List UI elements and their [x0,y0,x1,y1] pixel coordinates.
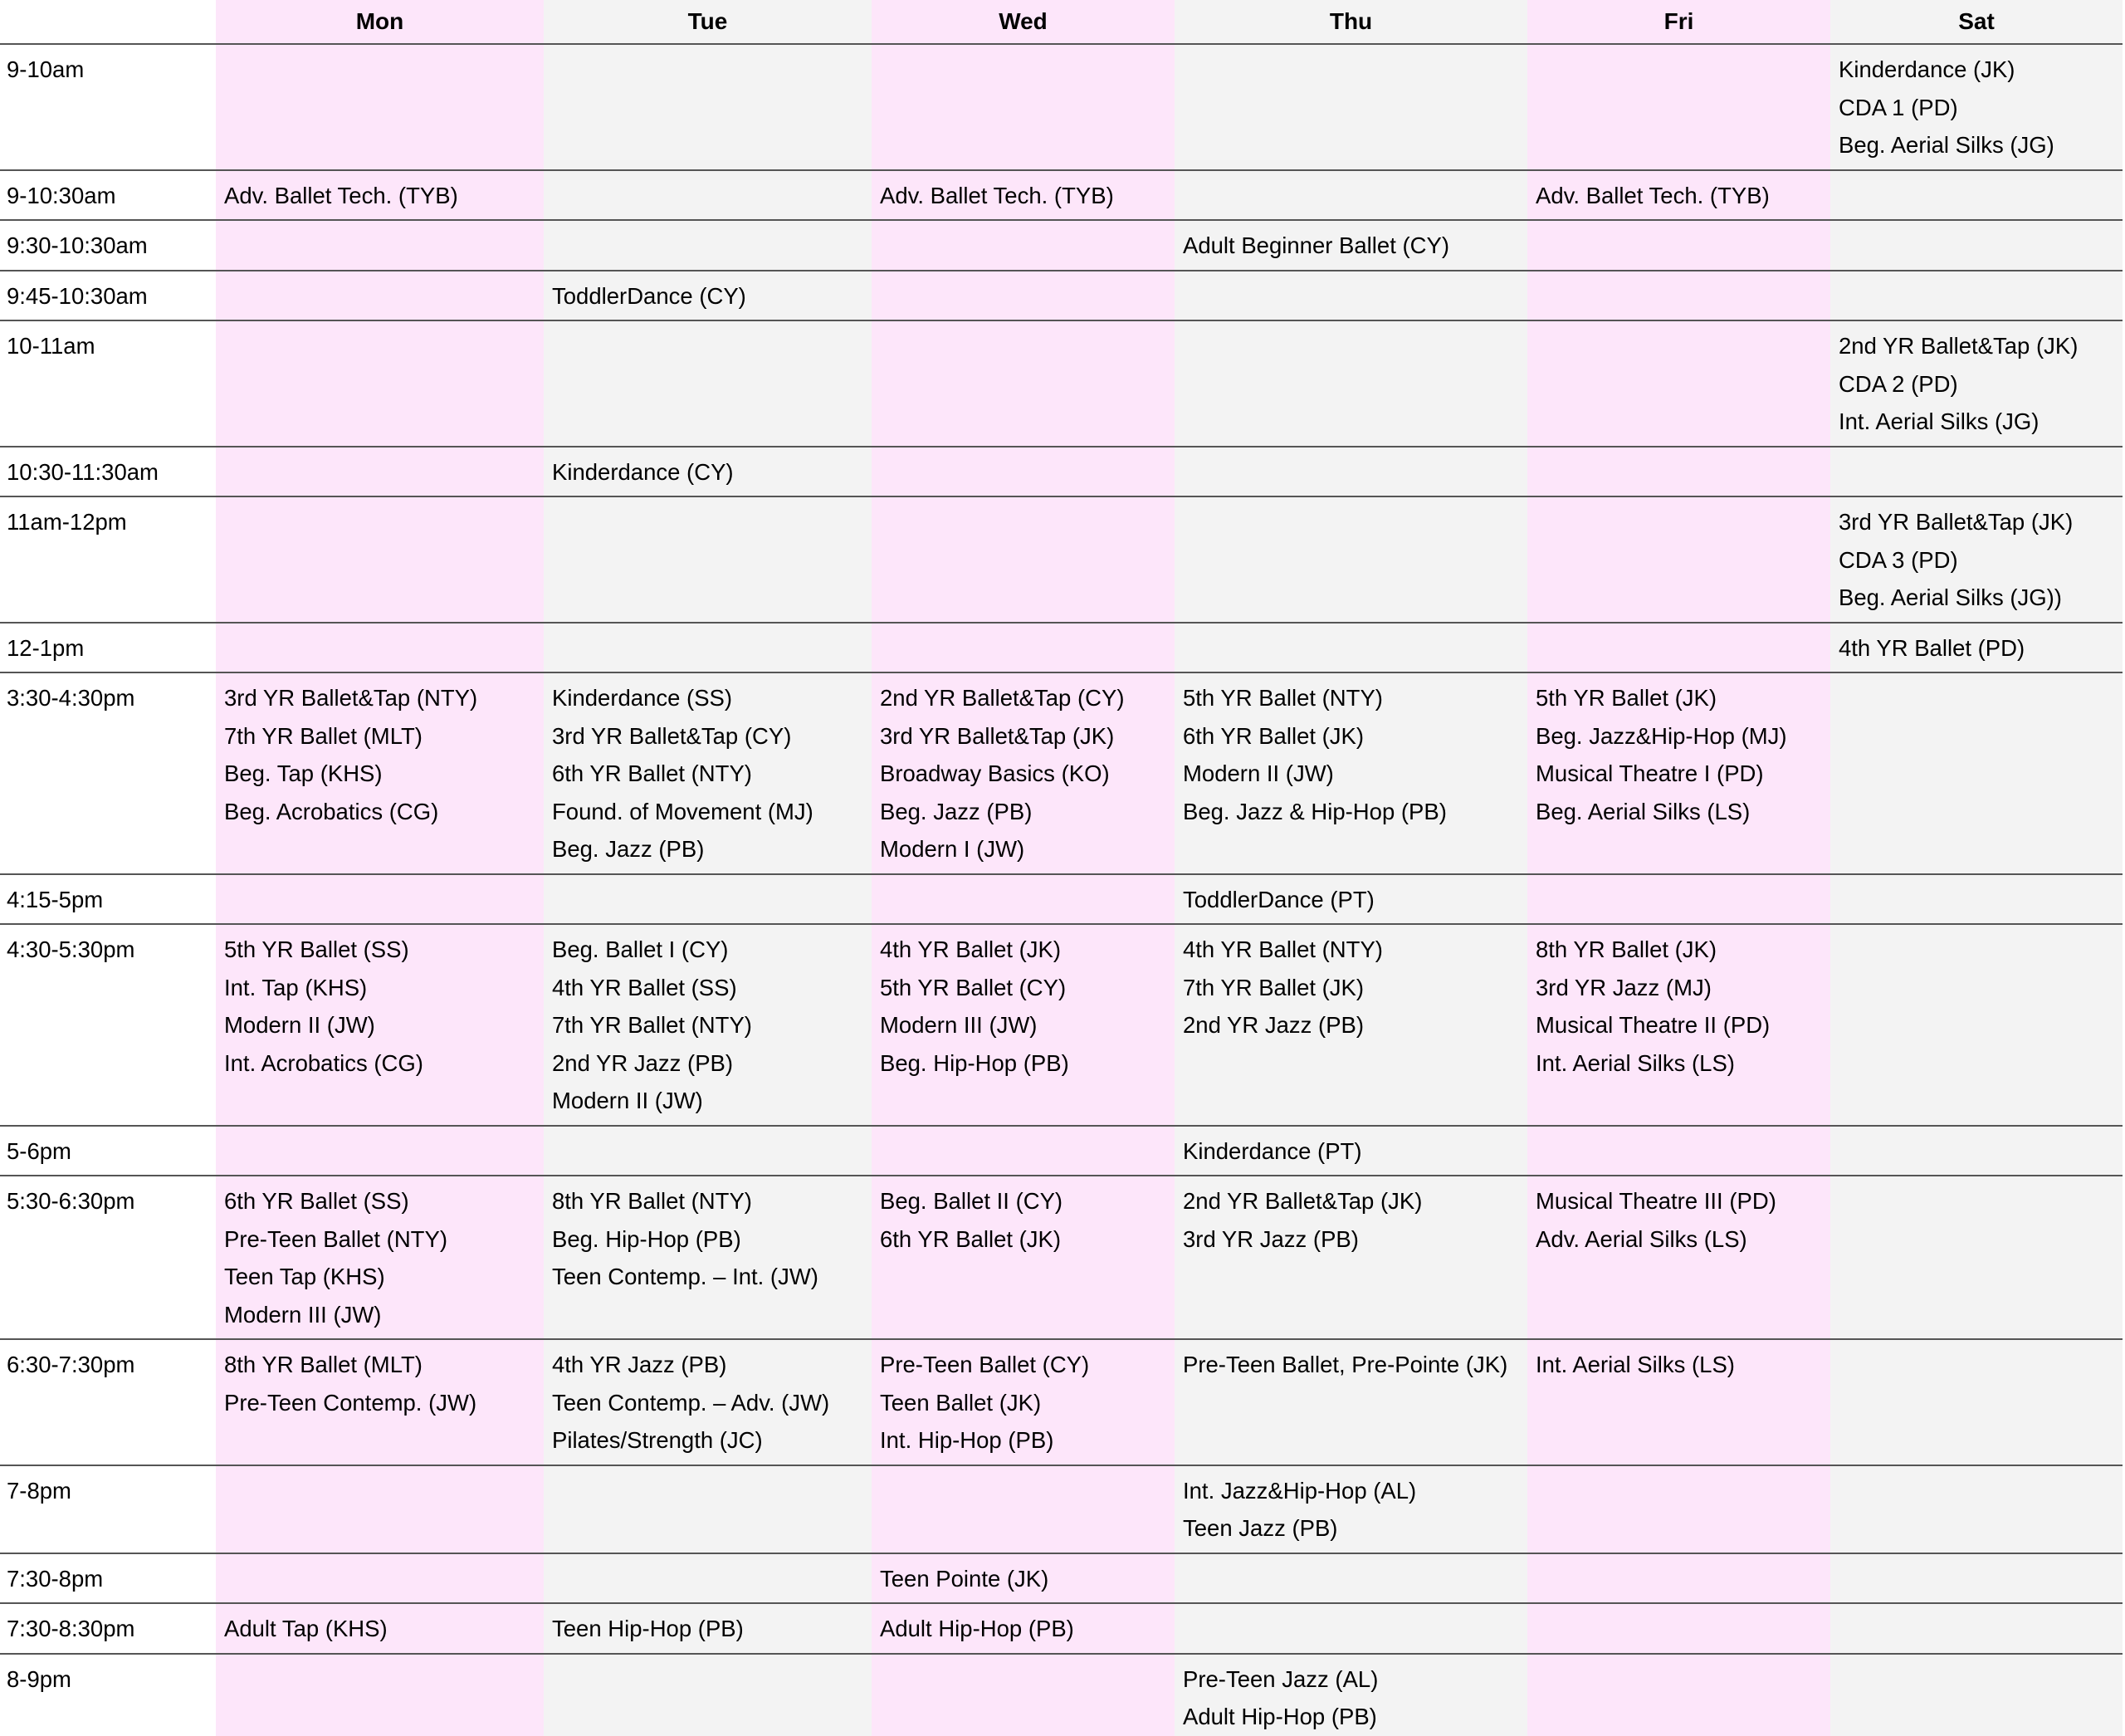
schedule-cell-wed [872,1603,1175,1654]
class-entry: Int. Hip-Hop (PB) [880,1427,1054,1453]
schedule-cell-wed [872,496,1175,623]
class-entry: Broadway Basics (KO) [880,760,1110,786]
schedule-cell-thu [1175,1126,1527,1176]
class-entry: Pre-Teen Ballet (NTY) [224,1225,447,1252]
time-slot-label: 11am-12pm [0,496,216,623]
schedule-cell-fri [1527,1603,1830,1654]
schedule-row [0,320,2123,447]
schedule-cell-sat [1830,170,2123,221]
class-entry: Int. Aerial Silks (LS) [1536,1049,1735,1076]
time-slot-label: 4:15-5pm [0,874,216,925]
schedule-cell-wed [872,924,1175,1126]
schedule-cell-sat [1830,1176,2123,1339]
class-entry: Teen Hip-Hop (PB) [552,1616,744,1641]
time-slot-label: 8-9pm [0,1654,216,1736]
schedule-cell-wed [872,1176,1175,1339]
class-entry: 6th YR Ballet (NTY) [552,760,752,786]
schedule-cell-tue [544,1654,872,1736]
schedule-cell-tue [544,220,872,271]
schedule-row [0,220,2123,271]
class-entry: 6th YR Ballet (JK) [880,1225,1062,1252]
class-entry: Adv. Ballet Tech. (TYB) [224,182,458,208]
class-entry: Modern II (JW) [224,1012,375,1038]
day-header-fri: Fri [1527,0,1830,44]
class-entry: Beg. Jazz (PB) [552,836,705,862]
time-slot-label: 6:30-7:30pm [0,1339,216,1465]
schedule-cell-sat [1830,1553,2123,1604]
time-slot-label: 9:45-10:30am [0,271,216,321]
schedule-cell-sat [1830,672,2123,874]
schedule-row [0,1176,2123,1339]
class-entry: Int. Acrobatics (CG) [224,1049,423,1076]
schedule-cell-thu [1175,623,1527,673]
schedule-cell-thu [1175,1654,1527,1736]
schedule-cell-sat [1830,1465,2123,1553]
class-entry: 4th YR Ballet (SS) [552,974,737,1000]
class-entry: Kinderdance (SS) [552,685,733,711]
schedule-cell-fri [1527,320,1830,447]
schedule-cell-tue [544,320,872,447]
class-entry: 5th YR Ballet (JK) [1536,685,1717,711]
schedule-cell-mon [216,220,544,271]
schedule-cell-wed [872,220,1175,271]
schedule-cell-wed [872,1126,1175,1176]
class-entry: 8th YR Ballet (MLT) [224,1352,423,1377]
class-entry: 3rd YR Jazz (PB) [1183,1225,1359,1252]
schedule-cell-tue [544,1176,872,1339]
schedule-cell-mon [216,1654,544,1736]
schedule-cell-wed [872,1339,1175,1465]
time-slot-label: 5:30-6:30pm [0,1176,216,1339]
time-slot-label: 9-10am [0,44,216,170]
schedule-cell-sat [1830,924,2123,1126]
schedule-cell-tue [544,623,872,673]
class-entry: Int. Tap (KHS) [224,974,368,1000]
schedule-cell-fri [1527,496,1830,623]
class-entry: Adv. Aerial Silks (LS) [1536,1225,1747,1252]
time-slot-label: 7:30-8pm [0,1553,216,1604]
schedule-cell-sat [1830,1126,2123,1176]
class-entry: Kinderdance (JK) [1839,56,2015,82]
day-header-wed: Wed [872,0,1175,44]
class-entry: 7th YR Ballet (JK) [1183,974,1365,1000]
class-entry: Beg. Jazz&Hip-Hop (MJ) [1536,722,1787,749]
schedule-cell-thu [1175,271,1527,321]
schedule-cell-tue [544,44,872,170]
schedule-cell-thu [1175,1553,1527,1604]
day-header-mon: Mon [216,0,544,44]
class-entry: Beg. Aerial Silks (LS) [1536,798,1751,824]
class-entry: Modern III (JW) [224,1301,382,1328]
class-entry: Beg. Aerial Silks (JG) [1839,132,2054,158]
time-slot-label: 7-8pm [0,1465,216,1553]
class-entry: Adult Hip-Hop (PB) [880,1616,1074,1641]
class-entry: Beg. Ballet II (CY) [880,1188,1063,1214]
schedule-cell-fri [1527,1176,1830,1339]
class-entry: Int. Jazz&Hip-Hop (AL) [1183,1477,1417,1504]
class-entry: 2nd YR Ballet&Tap (CY) [880,685,1125,711]
class-entry: Pre-Teen Jazz (AL) [1183,1665,1379,1692]
class-entry: Modern III (JW) [880,1012,1038,1038]
schedule-cell-tue [544,496,872,623]
schedule-cell-mon [216,623,544,673]
schedule-cell-mon [216,1553,544,1604]
schedule-cell-wed [872,170,1175,221]
class-entry: 4th YR Jazz (PB) [552,1352,727,1377]
class-entry: Adv. Ballet Tech. (TYB) [1536,182,1770,208]
class-entry: 3rd YR Jazz (MJ) [1536,974,1712,1000]
time-slot-label: 12-1pm [0,623,216,673]
schedule-cell-thu [1175,1176,1527,1339]
time-slot-label: 9:30-10:30am [0,220,216,271]
schedule-cell-sat [1830,874,2123,925]
schedule-cell-fri [1527,170,1830,221]
schedule-cell-wed [872,1553,1175,1604]
schedule-cell-mon [216,271,544,321]
time-slot-label: 10:30-11:30am [0,447,216,497]
schedule-cell-mon [216,1465,544,1553]
class-entry: CDA 2 (PD) [1839,370,1958,397]
schedule-cell-sat [1830,320,2123,447]
schedule-row [0,44,2123,170]
schedule-cell-fri [1527,1465,1830,1553]
schedule-header [0,0,2123,44]
schedule-row [0,496,2123,623]
time-slot-label: 7:30-8:30pm [0,1603,216,1654]
schedule-row [0,170,2123,221]
class-entry: Beg. Jazz & Hip-Hop (PB) [1183,798,1447,824]
class-entry: 3rd YR Ballet&Tap (NTY) [224,685,478,711]
time-slot-label: 9-10:30am [0,170,216,221]
day-header-thu: Thu [1175,0,1527,44]
schedule-cell-mon [216,447,544,497]
schedule-cell-mon [216,924,544,1126]
schedule-cell-thu [1175,220,1527,271]
schedule-cell-thu [1175,1603,1527,1654]
class-entry: 2nd YR Jazz (PB) [552,1049,734,1076]
schedule-cell-fri [1527,874,1830,925]
class-entry: Adult Beginner Ballet (CY) [1183,232,1449,258]
schedule-cell-sat [1830,496,2123,623]
schedule-cell-thu [1175,672,1527,874]
schedule-cell-fri [1527,220,1830,271]
schedule-cell-mon [216,1603,544,1654]
schedule-cell-wed [872,672,1175,874]
schedule-cell-thu [1175,874,1527,925]
class-entry: Beg. Tap (KHS) [224,760,383,786]
schedule-cell-sat [1830,1339,2123,1465]
class-entry: 5th YR Ballet (NTY) [1183,685,1383,711]
schedule-cell-fri [1527,1553,1830,1604]
schedule-cell-sat [1830,44,2123,170]
class-entry: Beg. Hip-Hop (PB) [880,1049,1069,1076]
schedule-cell-tue [544,447,872,497]
schedule-cell-fri [1527,924,1830,1126]
class-entry: 2nd YR Ballet&Tap (JK) [1839,333,2079,359]
class-entry: Kinderdance (CY) [552,458,734,485]
schedule-cell-thu [1175,44,1527,170]
class-entry: Teen Contemp. – Adv. (JW) [552,1389,830,1416]
header-row [0,0,2123,44]
class-entry: Beg. Aerial Silks (JG)) [1839,584,2062,610]
class-entry: 5th YR Ballet (CY) [880,974,1067,1000]
schedule-row [0,1654,2123,1736]
schedule-cell-thu [1175,447,1527,497]
schedule-cell-mon [216,496,544,623]
schedule-row [0,672,2123,874]
time-slot-label: 10-11am [0,320,216,447]
day-header-tue: Tue [544,0,872,44]
schedule-row [0,1553,2123,1604]
schedule-cell-thu [1175,1465,1527,1553]
schedule-row [0,874,2123,925]
schedule-cell-sat [1830,447,2123,497]
schedule-cell-tue [544,924,872,1126]
class-entry: Pre-Teen Ballet (CY) [880,1352,1090,1377]
schedule-cell-fri [1527,44,1830,170]
class-entry: 5th YR Ballet (SS) [224,936,409,962]
schedule-cell-tue [544,874,872,925]
class-entry: Teen Ballet (JK) [880,1389,1042,1416]
schedule-cell-mon [216,672,544,874]
schedule-cell-thu [1175,1339,1527,1465]
schedule-cell-tue [544,1339,872,1465]
class-entry: 6th YR Ballet (SS) [224,1188,409,1214]
class-entry: 3rd YR Ballet&Tap (JK) [1839,509,2074,535]
schedule-cell-thu [1175,320,1527,447]
schedule-row [0,1126,2123,1176]
class-entry: 4th YR Ballet (JK) [880,936,1062,962]
class-entry: Kinderdance (PT) [1183,1137,1362,1164]
schedule-cell-thu [1175,924,1527,1126]
schedule-cell-thu [1175,170,1527,221]
schedule-cell-fri [1527,1339,1830,1465]
class-entry: Beg. Hip-Hop (PB) [552,1225,741,1252]
class-entry: Musical Theatre II (PD) [1536,1012,1771,1038]
schedule-cell-mon [216,320,544,447]
class-entry: 7th YR Ballet (MLT) [224,722,423,749]
class-entry: 7th YR Ballet (NTY) [552,1012,752,1038]
class-entry: Int. Aerial Silks (JG) [1839,408,2040,434]
class-entry: 2nd YR Jazz (PB) [1183,1012,1365,1038]
schedule-cell-mon [216,874,544,925]
class-entry: CDA 1 (PD) [1839,94,1958,120]
schedule-row [0,271,2123,321]
schedule-row [0,1465,2123,1553]
class-entry: 2nd YR Ballet&Tap (JK) [1183,1188,1423,1214]
schedule-row [0,1603,2123,1654]
schedule-cell-wed [872,1465,1175,1553]
class-entry: Teen Jazz (PB) [1183,1515,1338,1541]
class-entry: ToddlerDance (PT) [1183,886,1375,912]
class-entry: 8th YR Ballet (JK) [1536,936,1717,962]
class-entry: 6th YR Ballet (JK) [1183,722,1365,749]
class-entry: Modern II (JW) [552,1088,703,1113]
class-entry: Musical Theatre III (PD) [1536,1188,1776,1214]
schedule-cell-wed [872,447,1175,497]
class-entry: 3rd YR Ballet&Tap (CY) [552,722,792,749]
day-header-sat: Sat [1830,0,2123,44]
schedule-cell-mon [216,170,544,221]
class-entry: Teen Pointe (JK) [880,1565,1049,1592]
schedule-cell-sat [1830,271,2123,321]
time-column-header [0,0,216,44]
class-entry: Adv. Ballet Tech. (TYB) [880,182,1114,208]
schedule-cell-wed [872,623,1175,673]
schedule-cell-tue [544,1603,872,1654]
schedule-cell-wed [872,874,1175,925]
class-entry: Pre-Teen Contemp. (JW) [224,1389,477,1416]
class-entry: Beg. Jazz (PB) [880,798,1033,824]
schedule-body [0,44,2123,1736]
class-entry: Beg. Acrobatics (CG) [224,798,439,824]
class-entry: Adult Hip-Hop (PB) [1183,1704,1377,1729]
schedule-row [0,623,2123,673]
class-entry: Teen Contemp. – Int. (JW) [552,1264,818,1289]
class-entry: Teen Tap (KHS) [224,1264,385,1289]
schedule-cell-tue [544,271,872,321]
schedule-cell-fri [1527,623,1830,673]
schedule-cell-tue [544,170,872,221]
schedule-cell-wed [872,320,1175,447]
schedule-cell-fri [1527,1654,1830,1736]
class-entry: ToddlerDance (CY) [552,282,746,309]
schedule-cell-mon [216,1176,544,1339]
class-entry: Found. of Movement (MJ) [552,798,813,824]
class-entry: 4th YR Ballet (PD) [1839,634,2025,661]
schedule-cell-thu [1175,496,1527,623]
class-entry: 8th YR Ballet (NTY) [552,1188,752,1214]
schedule-cell-tue [544,1465,872,1553]
class-entry: Musical Theatre I (PD) [1536,760,1764,786]
class-entry: Int. Aerial Silks (LS) [1536,1352,1735,1377]
class-entry: 3rd YR Ballet&Tap (JK) [880,722,1115,749]
schedule-row [0,1339,2123,1465]
schedule-cell-sat [1830,220,2123,271]
class-entry: Modern II (JW) [1183,760,1334,786]
schedule-cell-sat [1830,1603,2123,1654]
class-entry: Pre-Teen Ballet, Pre-Pointe (JK) [1183,1352,1508,1377]
time-slot-label: 3:30-4:30pm [0,672,216,874]
schedule-cell-wed [872,1654,1175,1736]
time-slot-label: 4:30-5:30pm [0,924,216,1126]
time-slot-label: 5-6pm [0,1126,216,1176]
schedule-cell-sat [1830,1654,2123,1736]
schedule-cell-tue [544,672,872,874]
class-entry: Modern I (JW) [880,836,1025,862]
schedule-cell-mon [216,1126,544,1176]
schedule-cell-fri [1527,1126,1830,1176]
schedule-cell-fri [1527,271,1830,321]
schedule-cell-mon [216,1339,544,1465]
schedule-cell-wed [872,44,1175,170]
class-entry: Beg. Ballet I (CY) [552,936,729,962]
schedule-cell-mon [216,44,544,170]
schedule-cell-wed [872,271,1175,321]
schedule-row [0,924,2123,1126]
schedule-row [0,447,2123,497]
schedule-cell-fri [1527,447,1830,497]
class-entry: 4th YR Ballet (NTY) [1183,936,1383,962]
schedule-cell-tue [544,1553,872,1604]
schedule-cell-sat [1830,623,2123,673]
class-entry: Adult Tap (KHS) [224,1616,388,1641]
schedule-cell-tue [544,1126,872,1176]
schedule-cell-fri [1527,672,1830,874]
class-entry: CDA 3 (PD) [1839,546,1958,573]
class-entry: Pilates/Strength (JC) [552,1427,763,1453]
